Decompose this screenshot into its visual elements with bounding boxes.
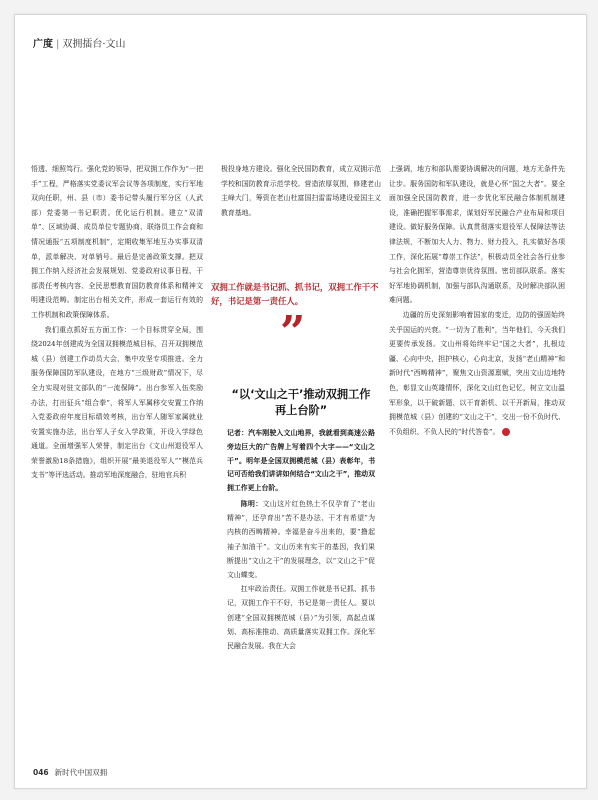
section-title: 广度: [33, 39, 53, 50]
answer-text: 文山这片红色热土不仅孕育了“老山精神”，还孕育出“苦不是办法、干才有希望”为内核的西畴精神。幸福是奋斗出来的，要“撸起袖子加油干”。文山历来有实干的基因，我们果断提出“文山之干”的发展理念，以“文山之干”促文山蝶变。: [227, 499, 375, 579]
interview-title: “以‘文山之干’推动双拥工作再上台阶”: [231, 388, 371, 417]
article-column-3: [389, 162, 565, 439]
header-divider: |: [56, 39, 60, 50]
interviewee-answer: [227, 497, 375, 653]
magazine-name: 新时代中国双拥: [54, 768, 108, 777]
paragraph: 扛牢政治责任。双拥工作就是书记抓、抓书记，双拥工作干不好，书记是第一责任人。要以创建“全国双拥模范城（县）”为引领，高起点谋划、高标准推动、高质量落实双拥工作。深化军民融合发展。我在大会: [227, 585, 375, 651]
page-footer: [33, 767, 107, 778]
paragraph: 上强调，地方和部队需要协调解决的问题，地方无条件先让步。服务国防和军队建设，就是心怀“国之大者”。要全面加强全民国防教育，进一步优化军民融合体制机制建设，准确把握军事需求，谋划好军民融合产业布局和项目建设。做好服务保障。认真贯彻落实退役军人保障法等法律法规，不断加大人力、物力、财力投入，扎实做好各项工作，深化拓展“尊崇工作法”，积极动员全社会各行业参与社会化拥军，营造尊崇优待氛围。密切部队联系。落实好军地协调机制，加强与部队沟通联系，及时解决部队困难问题。: [389, 165, 565, 305]
article-column-1: [31, 162, 203, 483]
paragraph: 极投身地方建设。强化全民国防教育，成立双拥示范学校和国防教育示范学校。营造浓厚氛围，修建老山主峰大门，筹资在老山杜富国扫雷雷场建设爱国主义教育基地。: [221, 165, 381, 217]
paragraph: 悟透、细照笃行。强化党的领导，把双拥工作作为“一把手”工程，严格落实党委议军会议等各项制度，实行军地双向任职，州、县（市）委书记带头履行军分区（人武部）党委第一书记职责。优化运行机制。建立“双清单”、区域协调、成员单位专题协商、联络员工作会商和情况通报“五项制度机制”，定期收集军地互办实事双清单，派单解决、对单销号。最后是完善政策支撑。把双拥工作纳入经济社会发展规划、党委政府议事日程、干部责任考核内容、全民思想教育国防教育体系和精神文明建设范畴。制定出台相关文件，形成一套运行有效的工作机制和政策保障体系。: [31, 165, 203, 319]
question-text: 汽车刚驶入文山地界，我就看到高速公路旁边巨大的广告牌上写着四个大字——“文山之干”。明年是全国双拥模范城（县）表彰年，书记可否给我们讲讲如何结合“文山之干”，推动双拥工作更上台阶。: [227, 429, 376, 493]
reporter-label: 记者：: [227, 429, 249, 437]
page-header: [33, 35, 126, 50]
end-mark-icon: V: [502, 428, 510, 436]
article-column-2: [221, 162, 381, 220]
pull-quote: 双拥工作就是书记抓、抓书记，双拥工作干不好，书记是第一责任人。: [211, 282, 379, 306]
reporter-question: [227, 427, 375, 496]
closing-text: 边疆的历史深刻影响着国家的变迁，边防的强固始终关乎国运的兴衰。“一切为了胜利”，当年他们，今天我们更要传承发扬。文山州将始终牢记“国之大者”，扎根边疆、心向中央，担护核心，心向北京，发扬“老山精神”和新时代“西畴精神”，聚焦文山资源禀赋，突出文山边地特色，彰显文山英雄情怀，深化文山红色记忆，树立文山温军形象，以干破新题、以干育新机、以干开新局，推动双拥模范城（县）创建的“文山之干”，交出一份不负时代、不负组织、不负人民的“时代答卷”。: [389, 310, 565, 436]
answer-label: 陈明：: [240, 499, 263, 508]
quote-mark-icon: ”: [280, 307, 306, 358]
interview-section: [227, 387, 375, 653]
column-title: 双拥擂台·文山: [62, 39, 126, 50]
paragraph: [389, 308, 565, 439]
page-number: 046: [33, 768, 49, 777]
magazine-page: [14, 14, 587, 789]
paragraph: 我们重点抓好五方面工作：一个目标贯穿全局，围绕2024年创建成为全国双拥模范城目标，召开双拥模范城（县）创建工作动员大会，集中攻坚专项推进。全力服务保障国防军队建设，在地方“三级财政”情况下，尽全力实现对驻文部队的“一流保障”。出台参军入伍奖励办法，打出征兵“组合拳”，将军人军属移交安置工作纳入党委政府年度目标绩效考核，出台军人随军家属就业安置实施办法，出台军人子女入学政策，开设入学绿色通道。全面增强军人荣誉，制定出台《文山州退役军人荣誉激励18条措施》，组织开展“最美退役军人”“模范兵支书”等评选活动。推动军地深度融合，驻地官兵积: [31, 325, 203, 480]
